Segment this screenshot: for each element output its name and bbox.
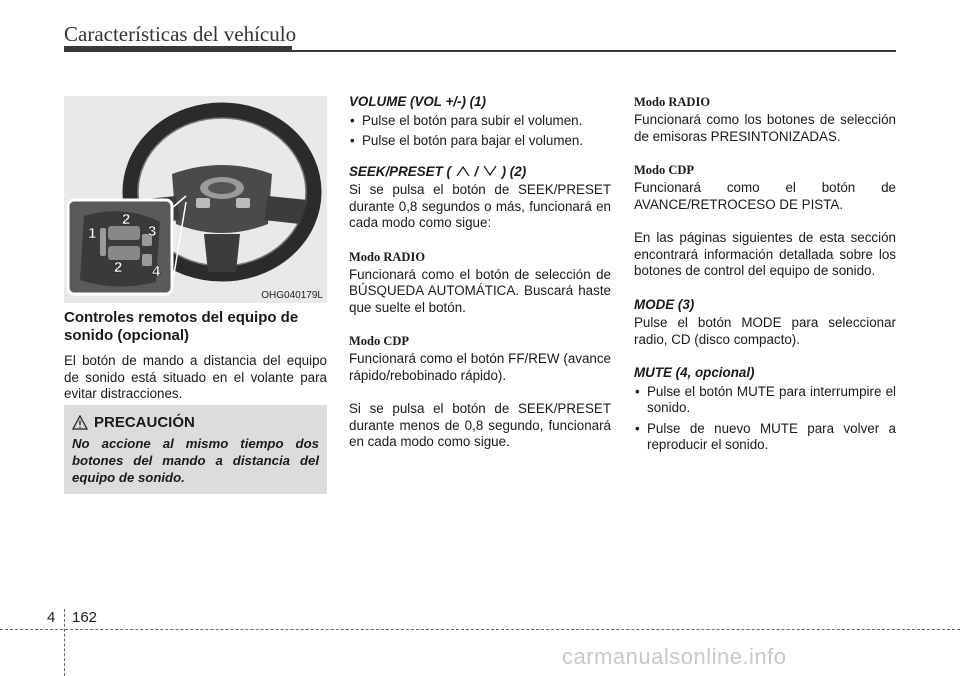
info-body: En las páginas siguientes de esta sección encontrará información detallada sobre los botones de control del equipo de sonido. [634, 230, 896, 278]
steering-wheel-figure [64, 96, 327, 303]
radio-mode-body: Funcionará como el botón de selección de BÚSQUEDA AUTOMÁTICA. Buscará haste que suelte el botón. [349, 266, 611, 315]
volume-heading: VOLUME (VOL +/-) (1) [349, 94, 487, 109]
seek-body: Si se pulsa el botón de SEEK/PRESET durante 0,8 segundos o más, funcionará en cada modo como sigue: [349, 182, 611, 230]
callout-1: 1 [88, 225, 97, 242]
cdp-mode-body: Funcionará como el botón de AVANCE/RETROCESO DE PISTA. [634, 180, 896, 212]
callout-2-bottom: 2 [114, 259, 123, 276]
radio-mode-heading: Modo RADIO [634, 95, 711, 109]
caution-title-row [72, 414, 319, 431]
cdp-mode-body: Funcionará como el botón FF/REW (avance rápido/rebobinado rápido). [349, 351, 611, 383]
footer-rule [0, 629, 960, 630]
section-number: 4 [47, 609, 56, 626]
watermark: carmanualsonline.info [562, 644, 787, 669]
header-title: Características del vehículo [64, 22, 297, 46]
callout-2-top: 2 [122, 211, 131, 228]
cdp-mode-heading: Modo CDP [349, 334, 410, 348]
list-item: • Pulse el botón para bajar el volumen. [349, 133, 611, 150]
warning-triangle-icon [72, 415, 88, 430]
list-item: • Pulse de nuevo MUTE para volver a reproducir el sonido. [634, 421, 896, 454]
callout-3: 3 [148, 223, 157, 240]
mute-list [634, 384, 896, 454]
caution-box [64, 405, 327, 494]
mode-body: Pulse el botón MODE para seleccionar radio, CD (disco compacto). [634, 315, 896, 347]
callout-layer [64, 96, 327, 303]
mute-heading: MUTE (4, opcional) [634, 365, 755, 380]
callout-4: 4 [152, 263, 161, 280]
chevron-up-icon [455, 165, 471, 177]
page-number: 162 [72, 609, 98, 626]
header-rule-thin [292, 50, 896, 52]
caution-title: PRECAUCIÓN [94, 414, 195, 431]
chevron-down-icon [482, 165, 498, 177]
column-1 [64, 309, 327, 403]
footer-divider [64, 609, 65, 676]
column-3 [634, 94, 896, 458]
figure-code: OHG040179L [261, 290, 323, 301]
section-intro: El botón de mando a distancia del equipo de sonido está situado en el volante para evitar distracciones. [64, 353, 327, 401]
seek-heading: SEEK/PRESET ( / ) (2) [349, 163, 527, 179]
seek-short-body: Si se pulsa el botón de SEEK/PRESET durante menos de 0,8 segundo, funcionará en cada modo como sigue. [349, 401, 611, 449]
cdp-mode-heading: Modo CDP [634, 163, 695, 177]
volume-list [349, 113, 611, 150]
radio-mode-heading: Modo RADIO [349, 249, 426, 264]
radio-mode-body: Funcionará como los botones de selección de emisoras PRESINTONIZADAS. [634, 112, 896, 144]
mode-heading: MODE (3) [634, 296, 695, 312]
list-item: • Pulse el botón MUTE para interrumpire el sonido. [634, 384, 896, 417]
list-item: • Pulse el botón para subir el volumen. [349, 113, 611, 130]
column-2 [349, 94, 611, 451]
caution-text: No accione al mismo tiempo dos botones del mando a distancia del equipo de sonido. [72, 436, 319, 485]
header-rule-thick [64, 46, 292, 52]
section-heading: Controles remotos del equipo de sonido (opcional) [64, 309, 299, 344]
